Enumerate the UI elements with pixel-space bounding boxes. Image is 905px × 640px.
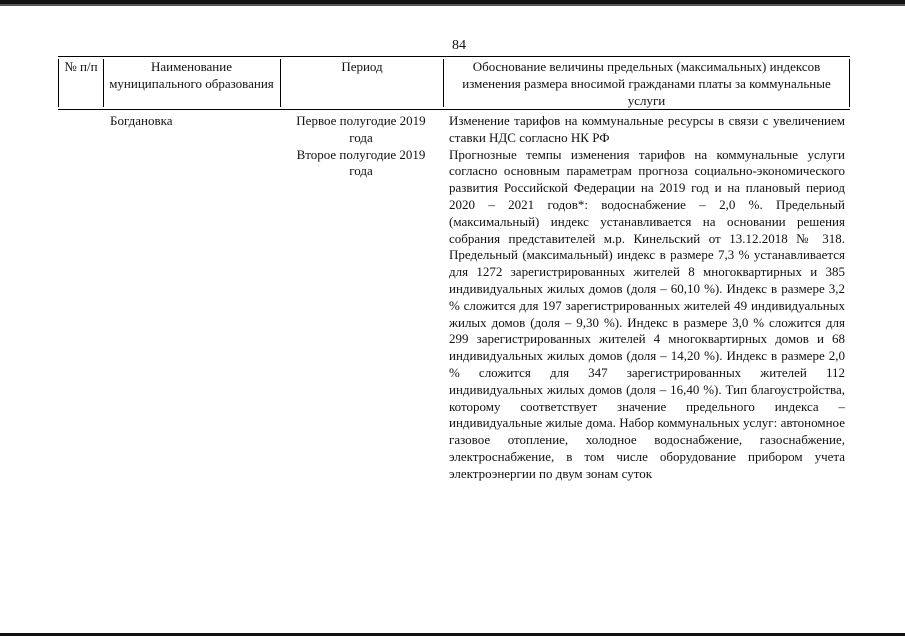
- cell-municipality: Богдановка: [110, 113, 173, 128]
- table-header-row: [58, 56, 850, 110]
- header-number: № п/п: [58, 59, 104, 107]
- header-municipality: Наименование муниципального образования: [103, 59, 281, 107]
- cell-justification: [449, 113, 845, 483]
- page-number: 84: [452, 38, 466, 53]
- cell-period: [296, 113, 426, 180]
- tariff-table: [58, 56, 850, 481]
- header-period: Период: [281, 59, 444, 107]
- top-border-inner: [0, 4, 905, 6]
- period-first-half: Первое полугодие 2019 года: [296, 113, 426, 145]
- period-second-half: Второе полугодие 2019 года: [296, 146, 426, 179]
- justification-vat: Изменение тарифов на коммунальные ресурсы в связи с увеличением ставки НДС согласно НК РФ: [449, 113, 845, 145]
- header-justification: Обоснование величины предельных (максимальных) индексов изменения размера вносимой гражданами платы за коммунальные услуги: [444, 59, 850, 107]
- justification-forecast: Прогнозные темпы изменения тарифов на коммунальные услуги согласно основным параметрам прогноза социально-экономического развития Российской Федерации на 2019 год и на плановый период 2020 – 2021 годов*: водоснабжение – 2,0 %. Предельный (максимальный) индекс устанавливается на основании решения собрания представителей м.р. Кинельский от 13.12.2018 № 318. Предельный (максимальный) индекс в размере 7,3 % устанавливается для 1272 зарегистрированных жителей 8 многоквартирных и 385 индивидуальных жилых домов (доля – 60,10 %). Индекс в размере 3,2 % сложится для 197 зарегистрированных жителей 49 индивидуальных жилых домов (доля – 9,30 %). Индекс в размере 3,0 % сложится для 299 зарегистрированных жителей 4 многоквартирных домов и 68 индивидуальных жилых домов (доля – 14,20 %). Индекс в размере 2,0 % сложится для 347 зарегистрированных жителей 112 индивидуальных жилых домов (доля – 16,40 %). Тип благоустройства, которому соответствует значение предельного индекса – индивидуальные жилые дома. Набор коммунальных услуг: автономное газовое отопление, холодное водоснабжение, газоснабжение, электроснабжение, в том числе оборудование прибором учета электроэнергии по двум зонам суток: [449, 146, 845, 481]
- bottom-border: [0, 633, 905, 636]
